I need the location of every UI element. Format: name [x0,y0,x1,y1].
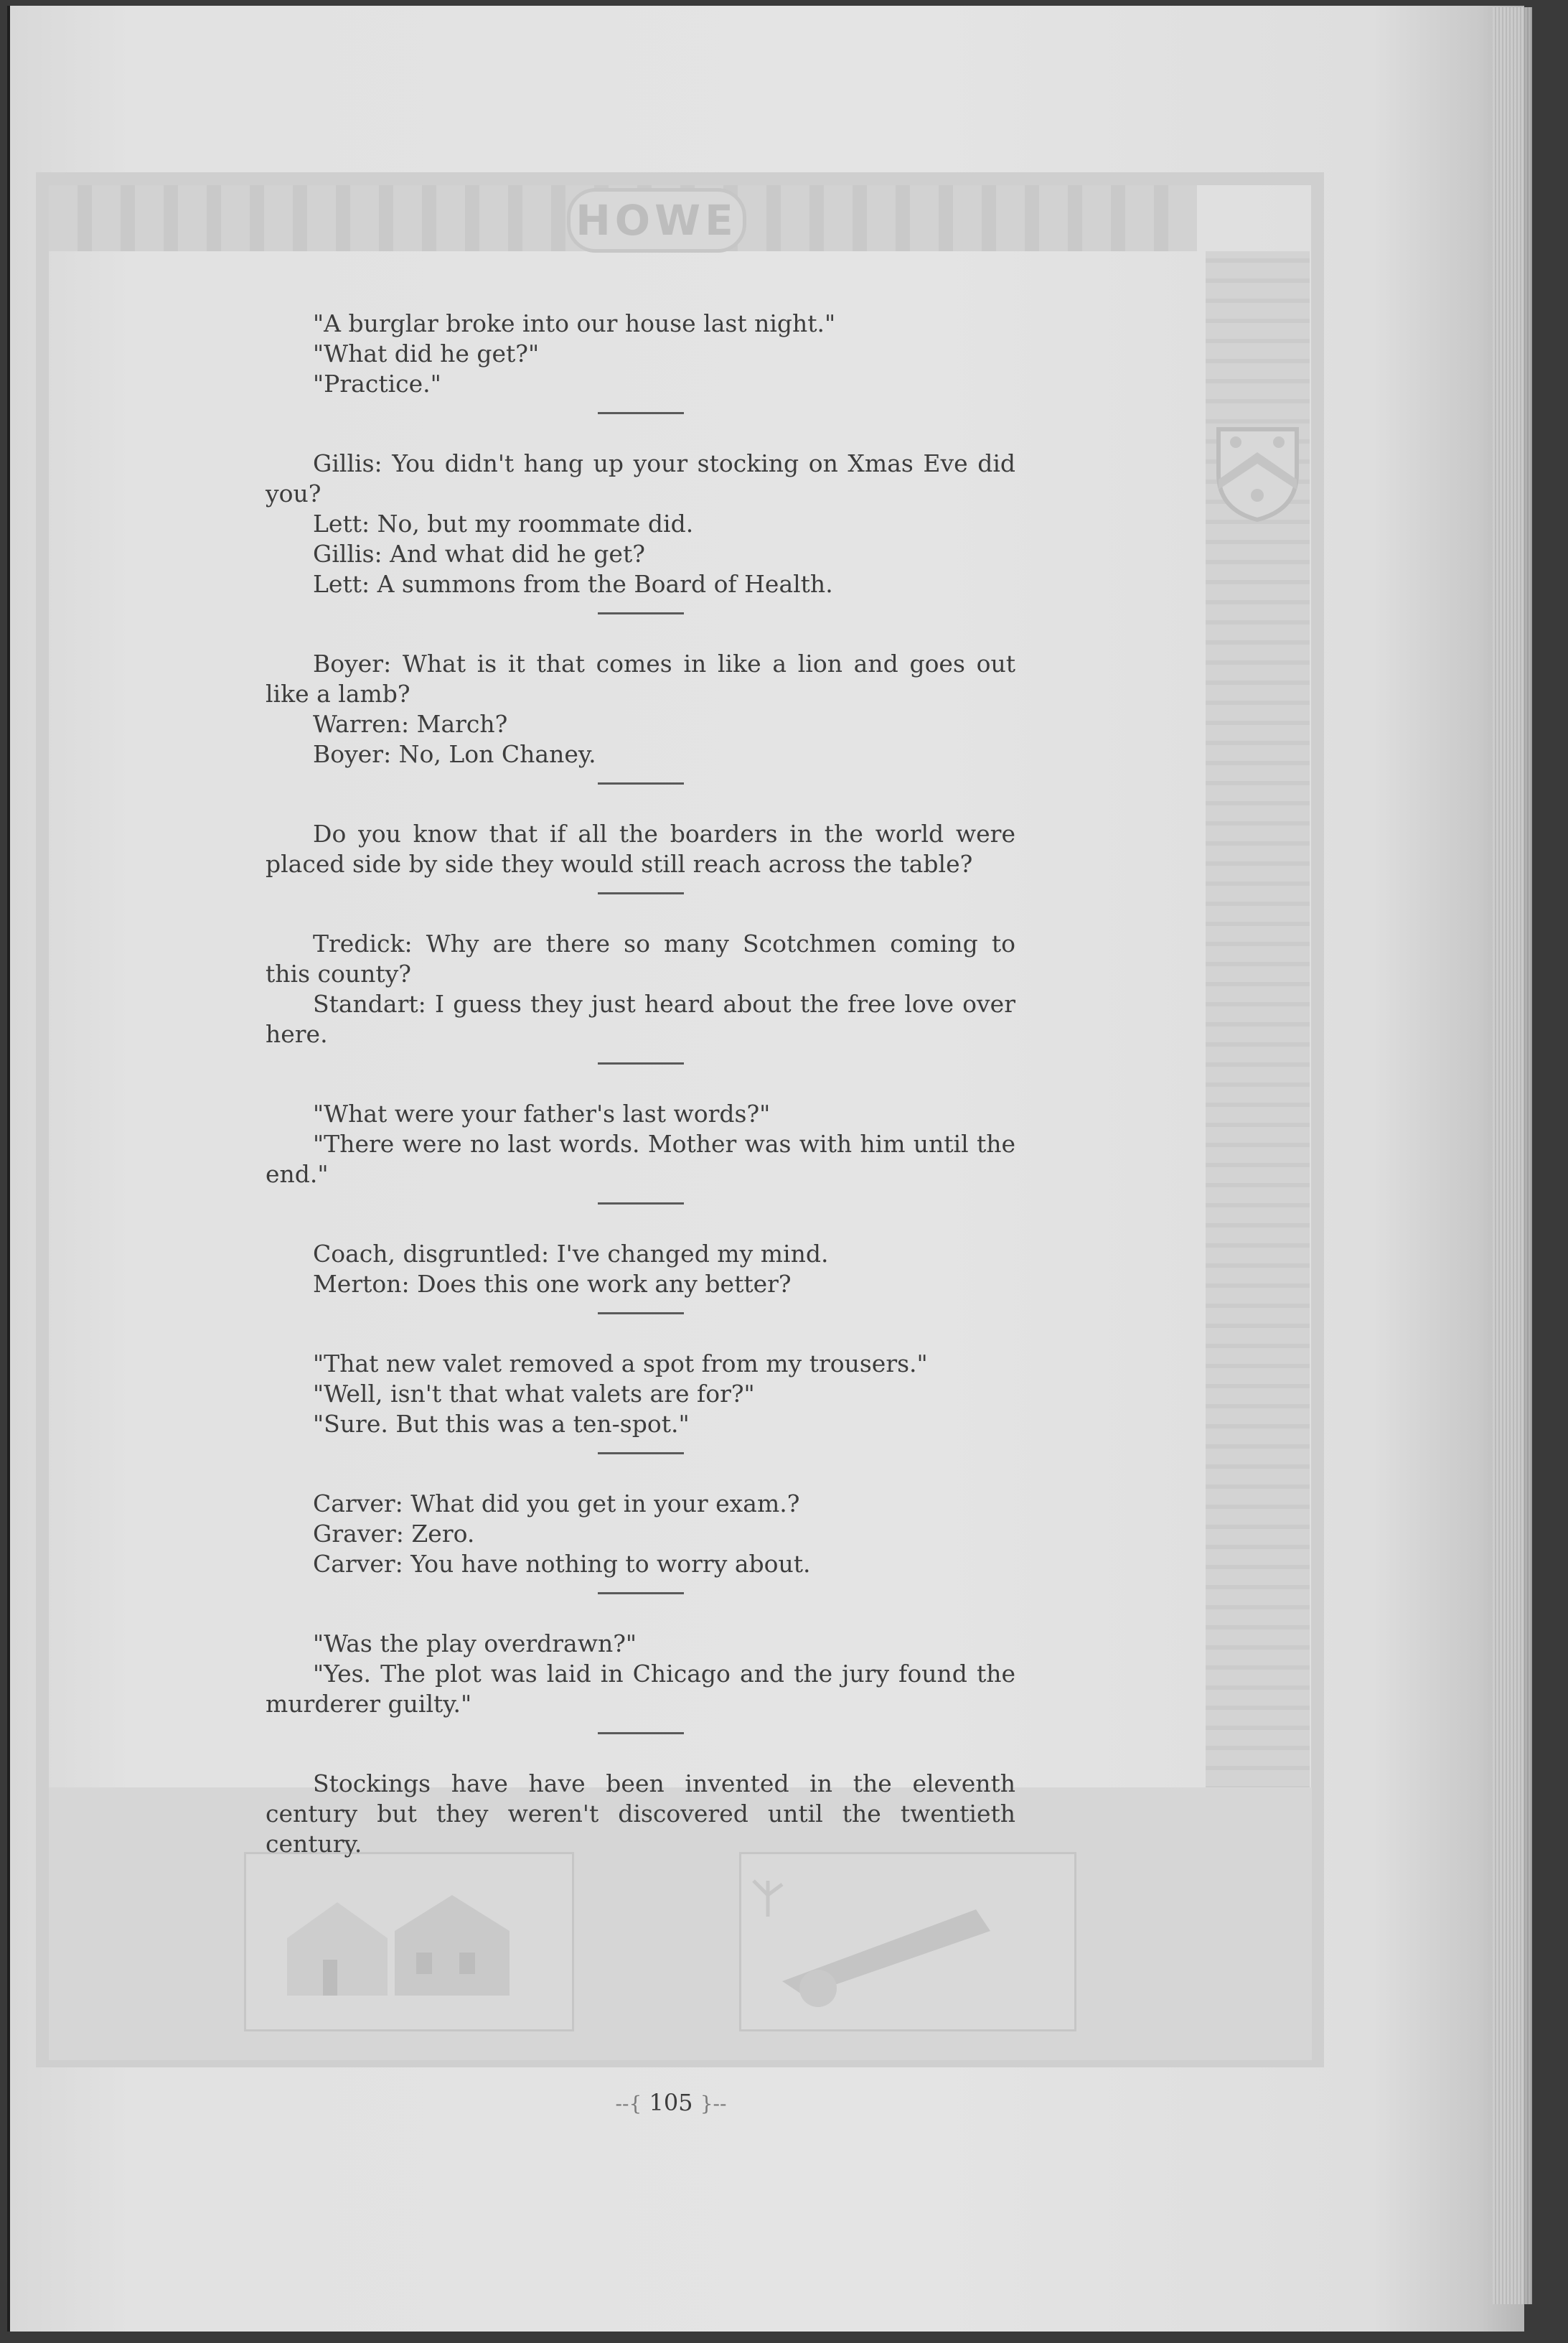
joke-separator [598,612,684,614]
joke-line: Stockings have have been invented in the eleventh century but they weren't discovered until the twentieth century. [266,1769,1015,1858]
joke-separator [598,782,684,785]
folio-ornament-right: }-- [700,2092,727,2115]
joke-line: Boyer: No, Lon Chaney. [313,740,596,768]
joke-line: "What were your father's last words?" [313,1100,771,1128]
joke-block [266,1629,1015,1719]
joke-separator [598,1062,684,1065]
joke-block [266,819,1015,879]
crest-icon [1213,424,1302,524]
joke-line: Lett: No, but my roommate did. [313,510,694,538]
joke-separator [598,1202,684,1205]
joke-line: Tredick: Why are there so many Scotchmen coming to this county? [266,930,1015,988]
howe-banner: HOWE [567,188,746,253]
joke-block [266,1349,1015,1439]
jokes-column [266,309,1015,1859]
joke-line: Gillis: You didn't hang up your stocking on Xmas Eve did you? [266,449,1015,508]
joke-separator [598,1312,684,1314]
joke-line: Gillis: And what did he get? [313,540,645,568]
joke-line: "What did he get?" [313,340,540,368]
joke-separator [598,412,684,414]
folio-ornament-left: --{ [615,2092,642,2115]
joke-line: "Was the play overdrawn?" [313,1629,637,1657]
joke-separator [598,1732,684,1734]
joke-block [266,449,1015,599]
joke-separator [598,892,684,894]
joke-line: Merton: Does this one work any better? [313,1270,792,1298]
house-illustration [244,1852,574,2031]
joke-block [266,1769,1015,1859]
joke-line: "That new valet removed a spot from my trousers." [313,1350,928,1378]
joke-line: Coach, disgruntled: I've changed my mind. [313,1240,829,1268]
joke-block [266,1239,1015,1299]
joke-line: "Well, isn't that what valets are for?" [313,1380,755,1408]
joke-line: "Yes. The plot was laid in Chicago and the jury found the murderer guilty." [266,1660,1015,1718]
joke-block [266,929,1015,1049]
joke-line: Boyer: What is it that comes in like a lion and goes out like a lamb? [266,650,1015,708]
page-number: 105 [649,2089,693,2116]
joke-block [266,1099,1015,1189]
joke-line: Standart: I guess they just heard about the free love over here. [266,990,1015,1048]
joke-line: Graver: Zero. [313,1520,475,1548]
page-edge [1493,7,1532,2304]
joke-line: "Practice." [313,370,441,398]
joke-line: Lett: A summons from the Board of Health. [313,570,833,598]
joke-line: "There were no last words. Mother was with him until the end." [266,1130,1015,1188]
page-number-footer [588,2089,754,2116]
joke-line: Do you know that if all the boarders in the world were placed side by side they would still reach across the table? [266,820,1015,878]
joke-block [266,1489,1015,1579]
joke-line: Carver: What did you get in your exam.? [313,1489,800,1517]
joke-line: "Sure. But this was a ten-spot." [313,1410,690,1438]
joke-separator [598,1452,684,1454]
joke-line: Warren: March? [313,710,508,738]
joke-block [266,649,1015,770]
joke-block [266,309,1015,399]
cannon-illustration [739,1852,1076,2031]
joke-line: Carver: You have nothing to worry about. [313,1550,811,1578]
joke-line: "A burglar broke into our house last night." [313,309,836,337]
joke-separator [598,1592,684,1594]
